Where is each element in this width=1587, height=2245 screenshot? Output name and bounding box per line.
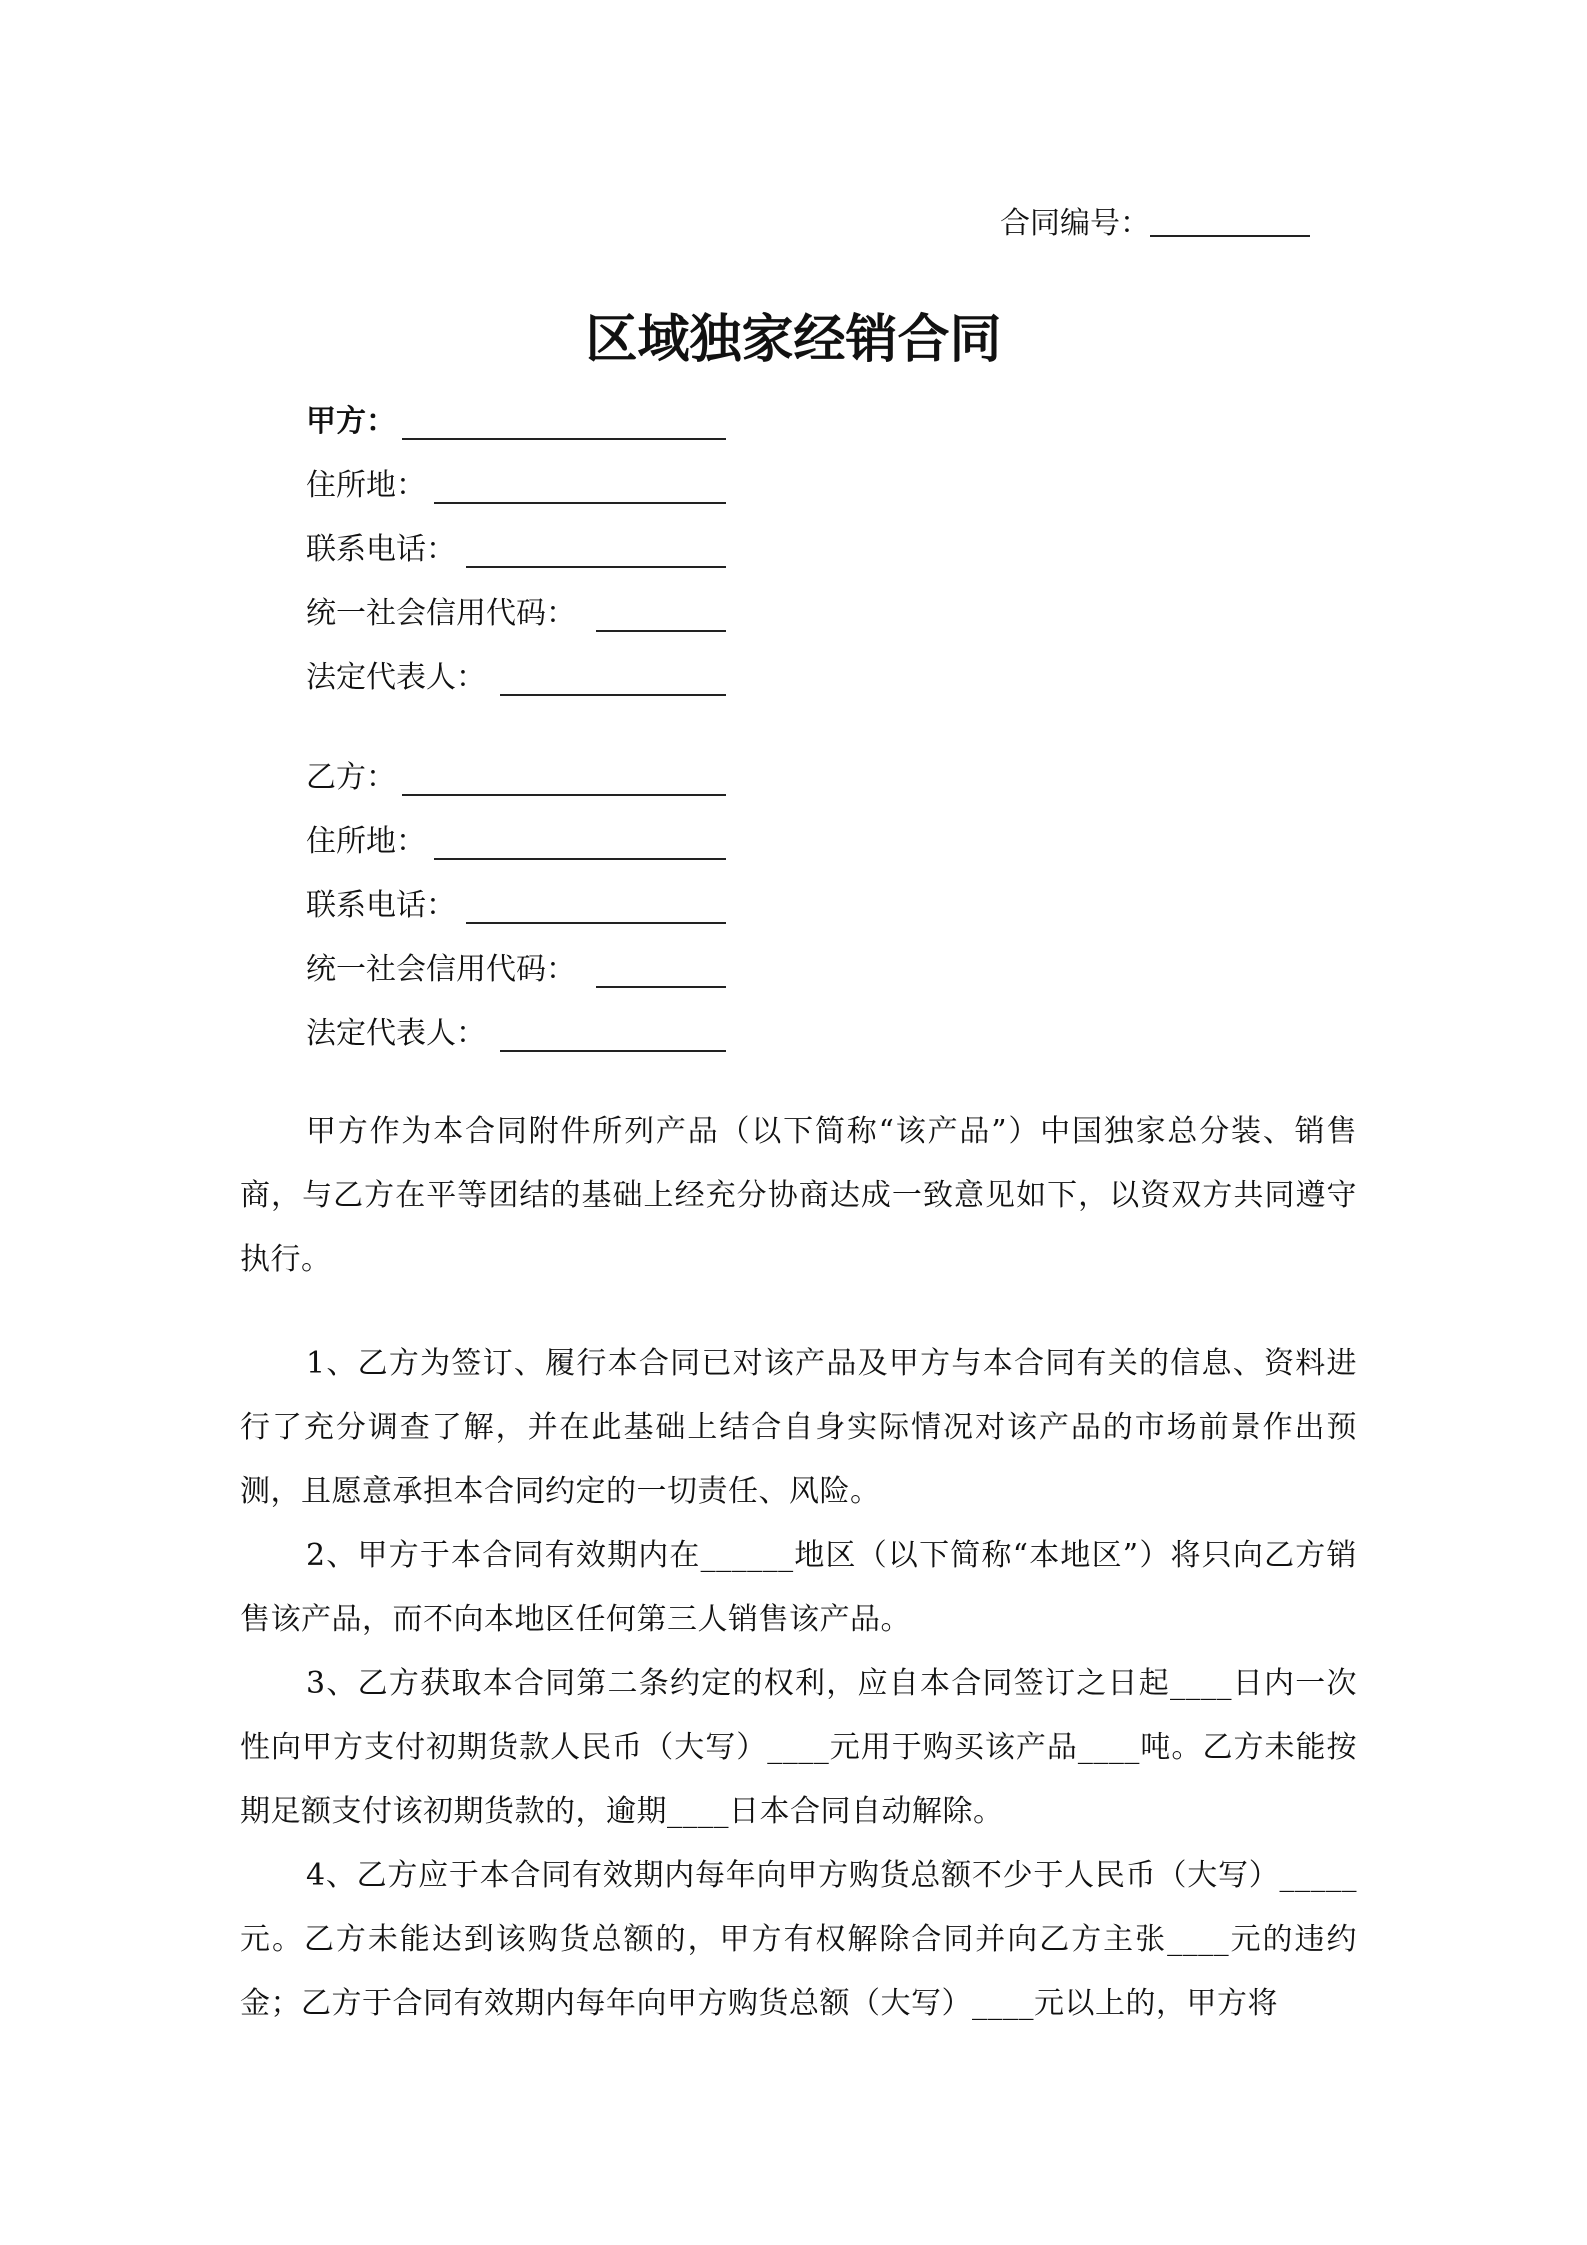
clause-3: 3、乙方获取本合同第二条约定的权利，应自本合同签订之日起____日内一次性向甲方支付初期货款人民币（大写）____元用于购买该产品____吨。乙方未能按期足额支付该初期货款的，逾期____日本合同自动解除。 bbox=[240, 1666, 1357, 1829]
party-a-phone-row bbox=[306, 518, 726, 582]
contract-number bbox=[1000, 200, 1355, 248]
party-a-name-row bbox=[306, 390, 726, 454]
party-b-phone-label: 联系电话： bbox=[306, 888, 456, 923]
party-a-credit-code-blank[interactable] bbox=[596, 630, 726, 632]
party-a-phone-blank[interactable] bbox=[466, 566, 726, 568]
party-a-legal-rep-label: 法定代表人： bbox=[306, 660, 486, 695]
party-a-credit-code-row bbox=[306, 582, 726, 646]
party-b-credit-code-blank[interactable] bbox=[596, 986, 726, 988]
intro-paragraph: 甲方作为本合同附件所列产品（以下简称“该产品”）中国独家总分装、销售商，与乙方在平等团结的基础上经充分协商达成一致意见如下，以资双方共同遵守执行。 bbox=[240, 1114, 1357, 1277]
party-b-credit-code-row bbox=[306, 938, 726, 1002]
party-b-name-label: 乙方： bbox=[306, 760, 396, 795]
contract-number-blank[interactable] bbox=[1150, 203, 1310, 237]
clause-4: 4、乙方应于本合同有效期内每年向甲方购货总额不少于人民币（大写）_____元。乙方未能达到该购货总额的，甲方有权解除合同并向乙方主张____元的违约金；乙方于合同有效期内每年向甲方购货总额（大写）____元以上的，甲方将 bbox=[240, 1858, 1357, 2021]
party-b-address-label: 住所地： bbox=[306, 824, 426, 859]
party-b-credit-code-label: 统一社会信用代码： bbox=[306, 952, 576, 987]
party-a-name-label: 甲方： bbox=[306, 404, 396, 439]
party-b-legal-rep-row bbox=[306, 1002, 726, 1066]
party-b-phone-row bbox=[306, 874, 726, 938]
party-b-address-blank[interactable] bbox=[434, 858, 726, 860]
party-a-address-label: 住所地： bbox=[306, 468, 426, 503]
document-title: 区域独家经销合同 bbox=[585, 310, 1002, 370]
party-a-legal-rep-row bbox=[306, 646, 726, 710]
party-a-address-blank[interactable] bbox=[434, 502, 726, 504]
party-b-phone-blank[interactable] bbox=[466, 922, 726, 924]
party-b-address-row bbox=[306, 810, 726, 874]
clause-1: 1、乙方为签订、履行本合同已对该产品及甲方与本合同有关的信息、资料进行了充分调查了解，并在此基础上结合自身实际情况对该产品的市场前景作出预测，且愿意承担本合同约定的一切责任、风险。 bbox=[240, 1346, 1357, 1509]
party-a-block bbox=[306, 390, 726, 710]
clause-2: 2、甲方于本合同有效期内在______地区（以下简称“本地区”）将只向乙方销售该产品，而不向本地区任何第三人销售该产品。 bbox=[240, 1538, 1357, 1637]
party-a-credit-code-label: 统一社会信用代码： bbox=[306, 596, 576, 631]
party-b-name-blank[interactable] bbox=[402, 794, 726, 796]
party-a-legal-rep-blank[interactable] bbox=[500, 694, 726, 696]
contract-number-label: 合同编号： bbox=[1000, 206, 1150, 241]
party-b-name-row bbox=[306, 746, 726, 810]
party-b-legal-rep-blank[interactable] bbox=[500, 1050, 726, 1052]
party-a-phone-label: 联系电话： bbox=[306, 532, 456, 567]
party-b-block bbox=[306, 746, 726, 1066]
party-a-name-blank[interactable] bbox=[402, 438, 726, 440]
party-b-legal-rep-label: 法定代表人： bbox=[306, 1016, 486, 1051]
party-a-address-row bbox=[306, 454, 726, 518]
